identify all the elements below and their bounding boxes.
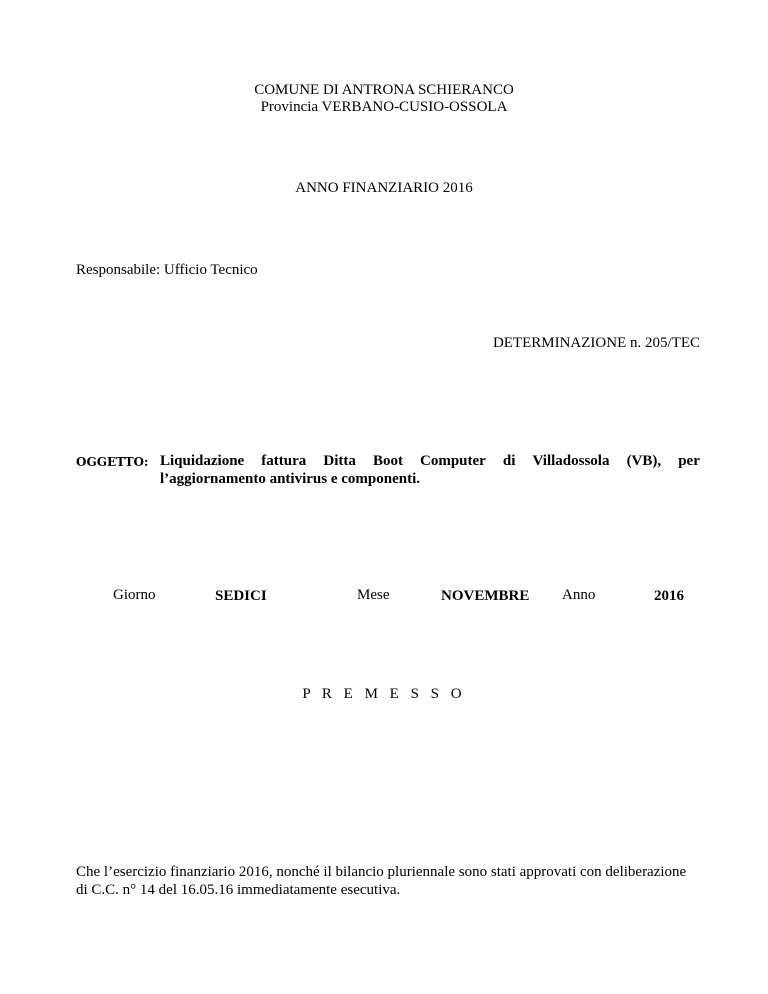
subject-text — [160, 452, 700, 488]
month-label: Mese — [357, 587, 390, 603]
body-line: di C.C. n° 14 del 16.05.16 immediatamente esecutiva. — [76, 882, 401, 898]
day-value: SEDICI — [215, 588, 267, 604]
year-label: Anno — [562, 587, 596, 603]
subject-word: di — [502, 453, 516, 469]
subject-word: Ditta — [323, 453, 356, 469]
subject-word: Villadossola — [532, 453, 610, 469]
subject-line-1 — [160, 452, 700, 470]
subject-line-2: l’aggiornamento antivirus e componenti. — [160, 471, 420, 487]
subject-label: OGGETTO: — [76, 455, 149, 469]
subject-word: (VB), — [626, 453, 662, 469]
month-value: NOVEMBRE — [441, 588, 530, 604]
body-paragraph — [76, 863, 716, 899]
subject-word: Boot — [372, 453, 403, 469]
determination-number: DETERMINAZIONE n. 205/TEC — [492, 335, 700, 351]
subject-word: Liquidazione — [160, 453, 245, 469]
fiscal-year-heading: ANNO FINANZIARIO 2016 — [295, 180, 473, 196]
body-line: Che l’esercizio finanziario 2016, nonché il bilancio pluriennale sono stati approvati con deliberazione — [76, 864, 687, 880]
municipality-name: COMUNE DI ANTRONA SCHIERANCO — [254, 82, 514, 98]
subject-word: fattura — [261, 453, 307, 469]
premesso-heading: P R E M E S S O — [302, 686, 466, 702]
subject-word: per — [678, 453, 700, 469]
day-label: Giorno — [113, 587, 156, 603]
province-name: Provincia VERBANO-CUSIO-OSSOLA — [260, 99, 508, 115]
subject-word: Computer — [420, 453, 486, 469]
responsible-office: Responsabile: Ufficio Tecnico — [76, 262, 258, 278]
year-value: 2016 — [654, 588, 684, 604]
